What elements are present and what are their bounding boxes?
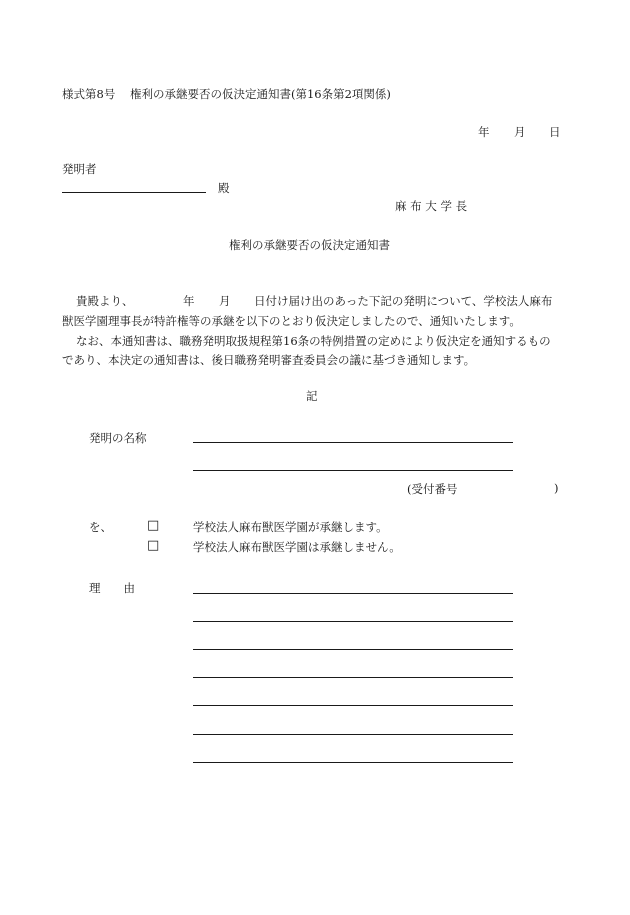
reason-line-2[interactable] (193, 621, 513, 622)
form-title-header: 権利の承継要否の仮決定通知書(第16条第2項関係) (130, 87, 391, 101)
ki-heading: 記 (306, 389, 318, 403)
invention-name-line-2[interactable] (193, 470, 513, 471)
body-line2: 獣医学園理事長が特許権等の承継を以下のとおり仮決定しましたので、通知いたします。 (62, 314, 521, 328)
body-line1-rest: 日付け届け出のあった下記の発明について、学校法人麻布 (254, 294, 553, 308)
form-number: 様式第8号 (62, 87, 116, 101)
sender-name: 麻 布 大 学 長 (395, 199, 468, 213)
reason-line-7[interactable] (193, 762, 513, 763)
option-decline-label: 学校法人麻布獣医学園は承継しません。 (193, 540, 401, 554)
body-note-line1: なお、本通知書は、職務発明取扱規程第16条の特例措置の定めにより仮決定を通知するもの (76, 334, 551, 348)
recipient-honorific: 殿 (218, 181, 230, 195)
checkbox-accept[interactable]: □ (147, 518, 160, 533)
reason-line-6[interactable] (193, 734, 513, 735)
date-year-label: 年 (478, 125, 490, 139)
date-day-label: 日 (549, 125, 561, 139)
receipt-number-close: ) (554, 481, 559, 495)
invention-name-label: 発明の名称 (89, 431, 147, 445)
receipt-number-label: (受付番号 (407, 482, 458, 496)
option-accept-label: 学校法人麻布獣医学園が承継します。 (193, 520, 388, 534)
invention-name-line-1[interactable] (193, 442, 513, 443)
reason-line-4[interactable] (193, 677, 513, 678)
recipient-name-line[interactable] (62, 192, 206, 193)
decision-lead: を、 (89, 520, 112, 534)
reason-line-3[interactable] (193, 649, 513, 650)
body-note-line2: であり、本決定の通知書は、後日職務発明審査委員会の議に基づき通知します。 (62, 353, 476, 367)
body-month-label: 月 (219, 294, 231, 308)
checkbox-decline[interactable]: □ (147, 538, 160, 553)
date-month-label: 月 (514, 125, 526, 139)
body-year-label: 年 (183, 294, 195, 308)
reason-label: 理 由 (89, 581, 135, 595)
document-title: 権利の承継要否の仮決定通知書 (229, 238, 390, 252)
recipient-label: 発明者 (62, 162, 97, 176)
reason-line-5[interactable] (193, 705, 513, 706)
body-lead: 貴殿より、 (76, 294, 134, 308)
reason-line-1[interactable] (193, 593, 513, 594)
